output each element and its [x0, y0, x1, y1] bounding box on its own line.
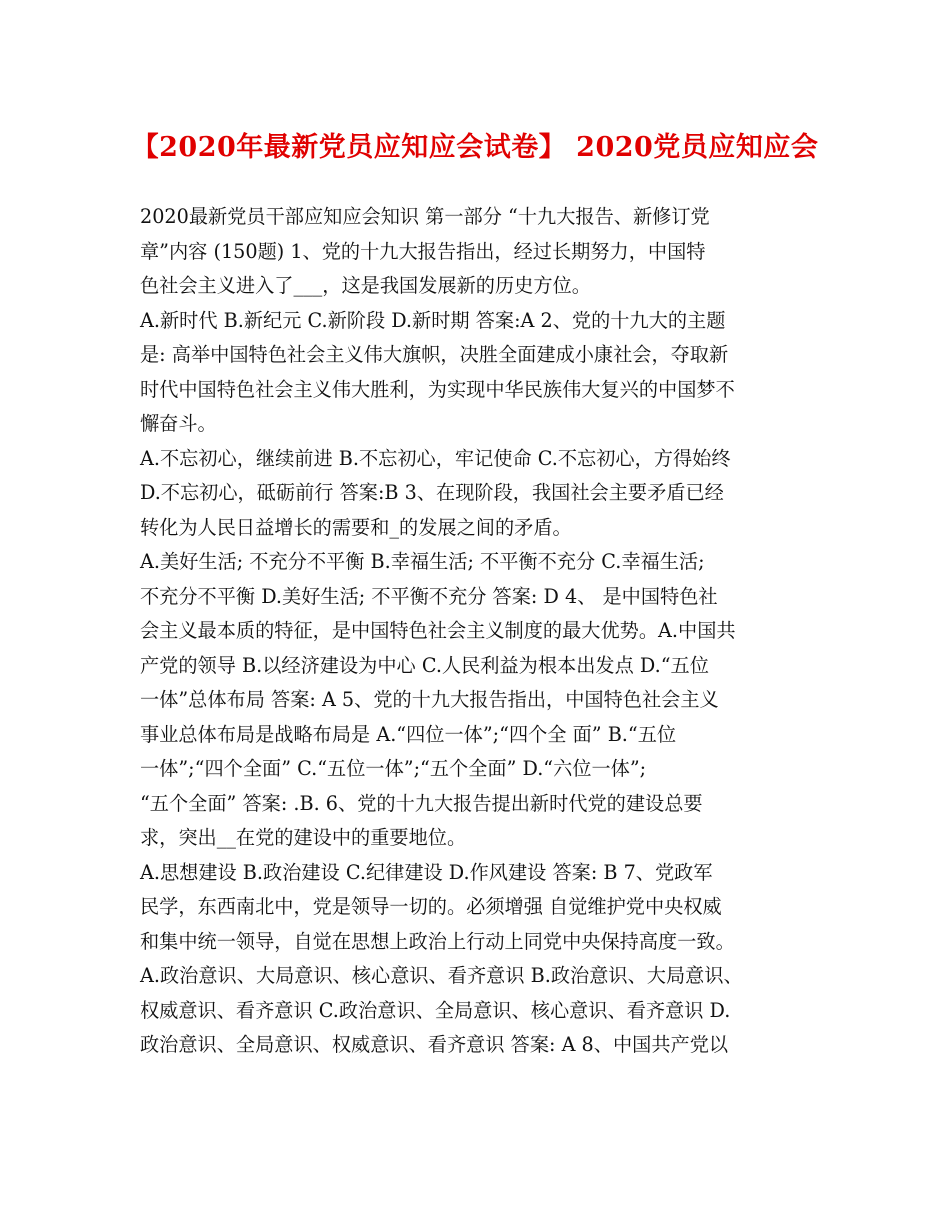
body-line: D.不忘初心，砥砺前行 答案:B 3、在现阶段，我国社会主要矛盾已经 [140, 481, 724, 504]
document-title: 【2020年最新党员应知应会试卷】 2020党员应知应会 [131, 132, 819, 163]
body-line: 色社会主义进入了___，这是我国发展新的历史方位。 [140, 274, 591, 297]
document-body [140, 200, 820, 1063]
body-line: “五个全面” 答案: .B. 6、党的十九大报告提出新时代党的建设总要 [140, 791, 703, 815]
body-line: 政治意识、全局意识、权威意识、看齐意识 答案: A 8、中国共产党以 [140, 1033, 729, 1056]
body-line: A.思想建设 B.政治建设 C.纪律建设 D.作风建设 答案: B 7、党政军 [140, 860, 713, 884]
body-line: 2020最新党员干部应知应会知识 第一部分 “十九大报告、新修订党 [140, 205, 710, 228]
body-line: 产党的领导 B.以经济建设为中心 C.人民利益为根本出发点 D.“五位 [140, 653, 709, 677]
body-line: 章”内容 (150题) 1、党的十九大报告指出，经过长期努力，中国特 [140, 239, 706, 263]
body-line: 会主义最本质的特征，是中国特色社会主义制度的最大优势。A.中国共 [140, 619, 736, 642]
body-line: 求，突出__在党的建设中的重要地位。 [140, 826, 467, 849]
body-line: 和集中统一领导，自觉在思想上政治上行动上同党中央保持高度一致。 [140, 929, 735, 953]
body-line: 是: 高举中国特色社会主义伟大旗帜，决胜全面建成小康社会，夺取新 [140, 343, 729, 366]
body-line: 一体”总体布局 答案: A 5、党的十九大报告指出，中国特色社会主义 [140, 688, 719, 711]
body-line: A.不忘初心，继续前进 B.不忘初心，牢记使命 C.不忘初心，方得始终 [140, 446, 731, 470]
body-line: 事业总体布局是战略布局是 A.“四位一体”;“四个全 面” B.“五位 [140, 722, 677, 746]
body-line: 权威意识、看齐意识 C.政治意识、全局意识、核心意识、看齐意识 D. [140, 998, 731, 1022]
body-line: A.新时代 B.新纪元 C.新阶段 D.新时期 答案:A 2、党的十九大的主题 [140, 308, 726, 332]
body-line: 转化为人民日益增长的需要和_的发展之间的矛盾。 [140, 515, 572, 539]
body-line: 民学，东西南北中，党是领导一切的。必须增强 自觉维护党中央权威 [140, 895, 722, 918]
body-line: 不充分不平衡 D.美好生活; 不平衡不充分 答案: D 4、 是中国特色社 [140, 584, 718, 608]
body-line: A.美好生活; 不充分不平衡 B.幸福生活; 不平衡不充分 C.幸福生活; [140, 550, 705, 573]
body-line: 懈奋斗。 [140, 412, 217, 435]
body-line: 时代中国特色社会主义伟大胜利，为实现中华民族伟大复兴的中国梦不 [140, 377, 735, 401]
body-line: A.政治意识、大局意识、核心意识、看齐意识 B.政治意识、大局意识、 [140, 964, 743, 987]
body-line: 一体”;“四个全面” C.“五位一体”;“五个全面” D.“六位一体”; [140, 757, 647, 780]
